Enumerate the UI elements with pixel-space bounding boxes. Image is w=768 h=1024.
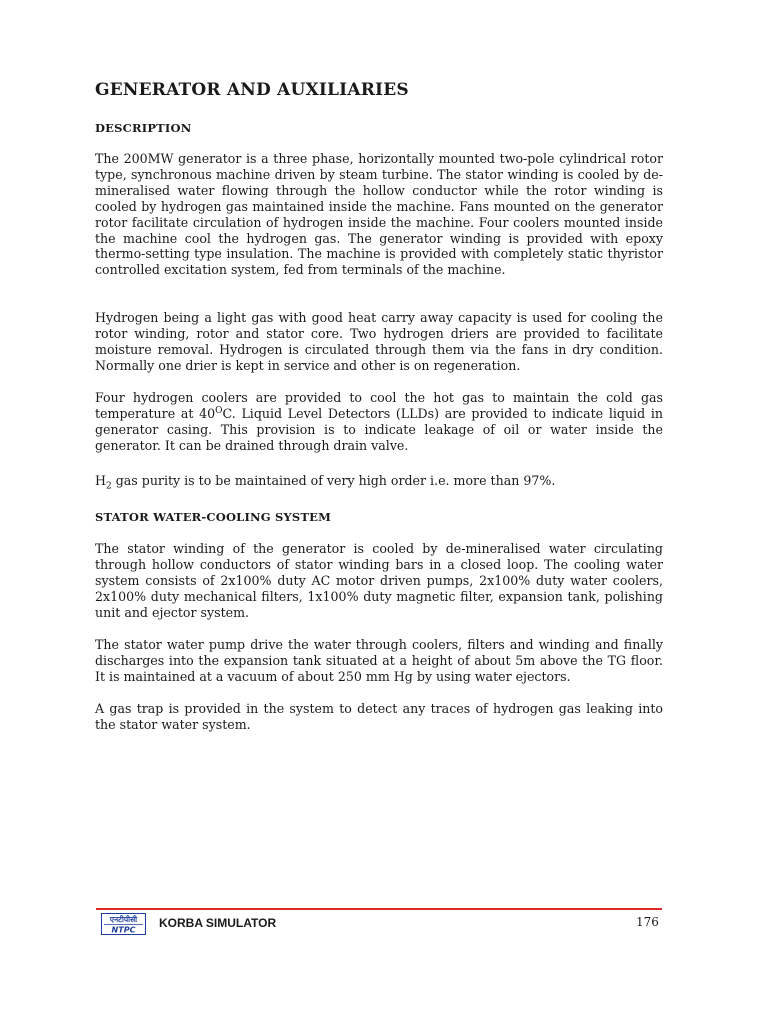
degree-superscript: O [215,405,223,416]
logo-hindi-text: एनटीपीसी [109,915,138,924]
paragraph-generator-overview: The 200MW generator is a three phase, horizontally mounted two-pole cylindrical rotor type, synchronous machine driven by steam turbine. The stator winding is cooled by de-mineralised water flowing through the hollow conductor while the rotor winding is cooled by hydrogen gas maintained inside the machine. Fans mounted on the generator rotor facilitate circulation of hydrogen inside the machine. Four coolers mounted inside the machine cool the hydrogen gas. The generator winding is provided with epoxy thermo-setting type insulation. The machine is provided with completely static thyristor controlled excitation system, fed from terminals of the machine. [95,151,663,278]
paragraph-stator-pump: The stator water pump drive the water through coolers, filters and winding and finally discharges into the expansion tank situated at a height of about 5m above the TG floor. It is maintained at a vacuum of about 250 mm Hg by using water ejectors. [95,637,663,684]
page-number: 176 [636,915,659,929]
coolers-text-before: Four hydrogen coolers are provided to cool the hot gas to maintain the cold gas temperature at 40 [95,390,663,421]
ntpc-logo [101,913,146,935]
footer-label: KORBA SIMULATOR [159,916,277,930]
footer-rule [96,908,662,910]
section-heading-stator-water-cooling: STATOR WATER-COOLING SYSTEM [95,510,332,524]
coolers-text-after: C. Liquid Level Detectors (LLDs) are provided to indicate liquid in generator casing. This provision is to indicate leakage of oil or water inside the generator. It can be drained through drain valve. [95,405,663,453]
gas-purity-text: gas purity is to be maintained of very high order i.e. more than 97%. [111,473,556,488]
paragraph-hydrogen-cooling: Hydrogen being a light gas with good heat carry away capacity is used for cooling the rotor winding, rotor and stator core. Two hydrogen driers are provided to facilitate moisture removal. Hydrogen is circulated through them via the fans in dry condition. Normally one drier is kept in service and other is on regeneration. [95,310,663,373]
paragraph-gas-purity [95,473,663,492]
paragraph-stator-cooling: The stator winding of the generator is cooled by de-mineralised water circulating through hollow conductors of stator winding bars in a closed loop. The cooling water system consists of 2x100% duty AC motor driven pumps, 2x100% duty water coolers, 2x100% duty mechanical filters, 1x100% duty magnetic filter, expansion tank, polishing unit and ejector system. [95,541,663,620]
section-heading-description: DESCRIPTION [95,121,192,135]
page-title: GENERATOR AND AUXILIARIES [95,80,409,100]
gas-purity-symbol: H [95,473,106,488]
paragraph-hydrogen-coolers [95,390,663,454]
paragraph-gas-trap: A gas trap is provided in the system to detect any traces of hydrogen gas leaking into the stator water system. [95,701,663,732]
logo-ntpc-text: NTPC [111,925,136,935]
gas-purity-subscript: 2 [105,481,112,492]
